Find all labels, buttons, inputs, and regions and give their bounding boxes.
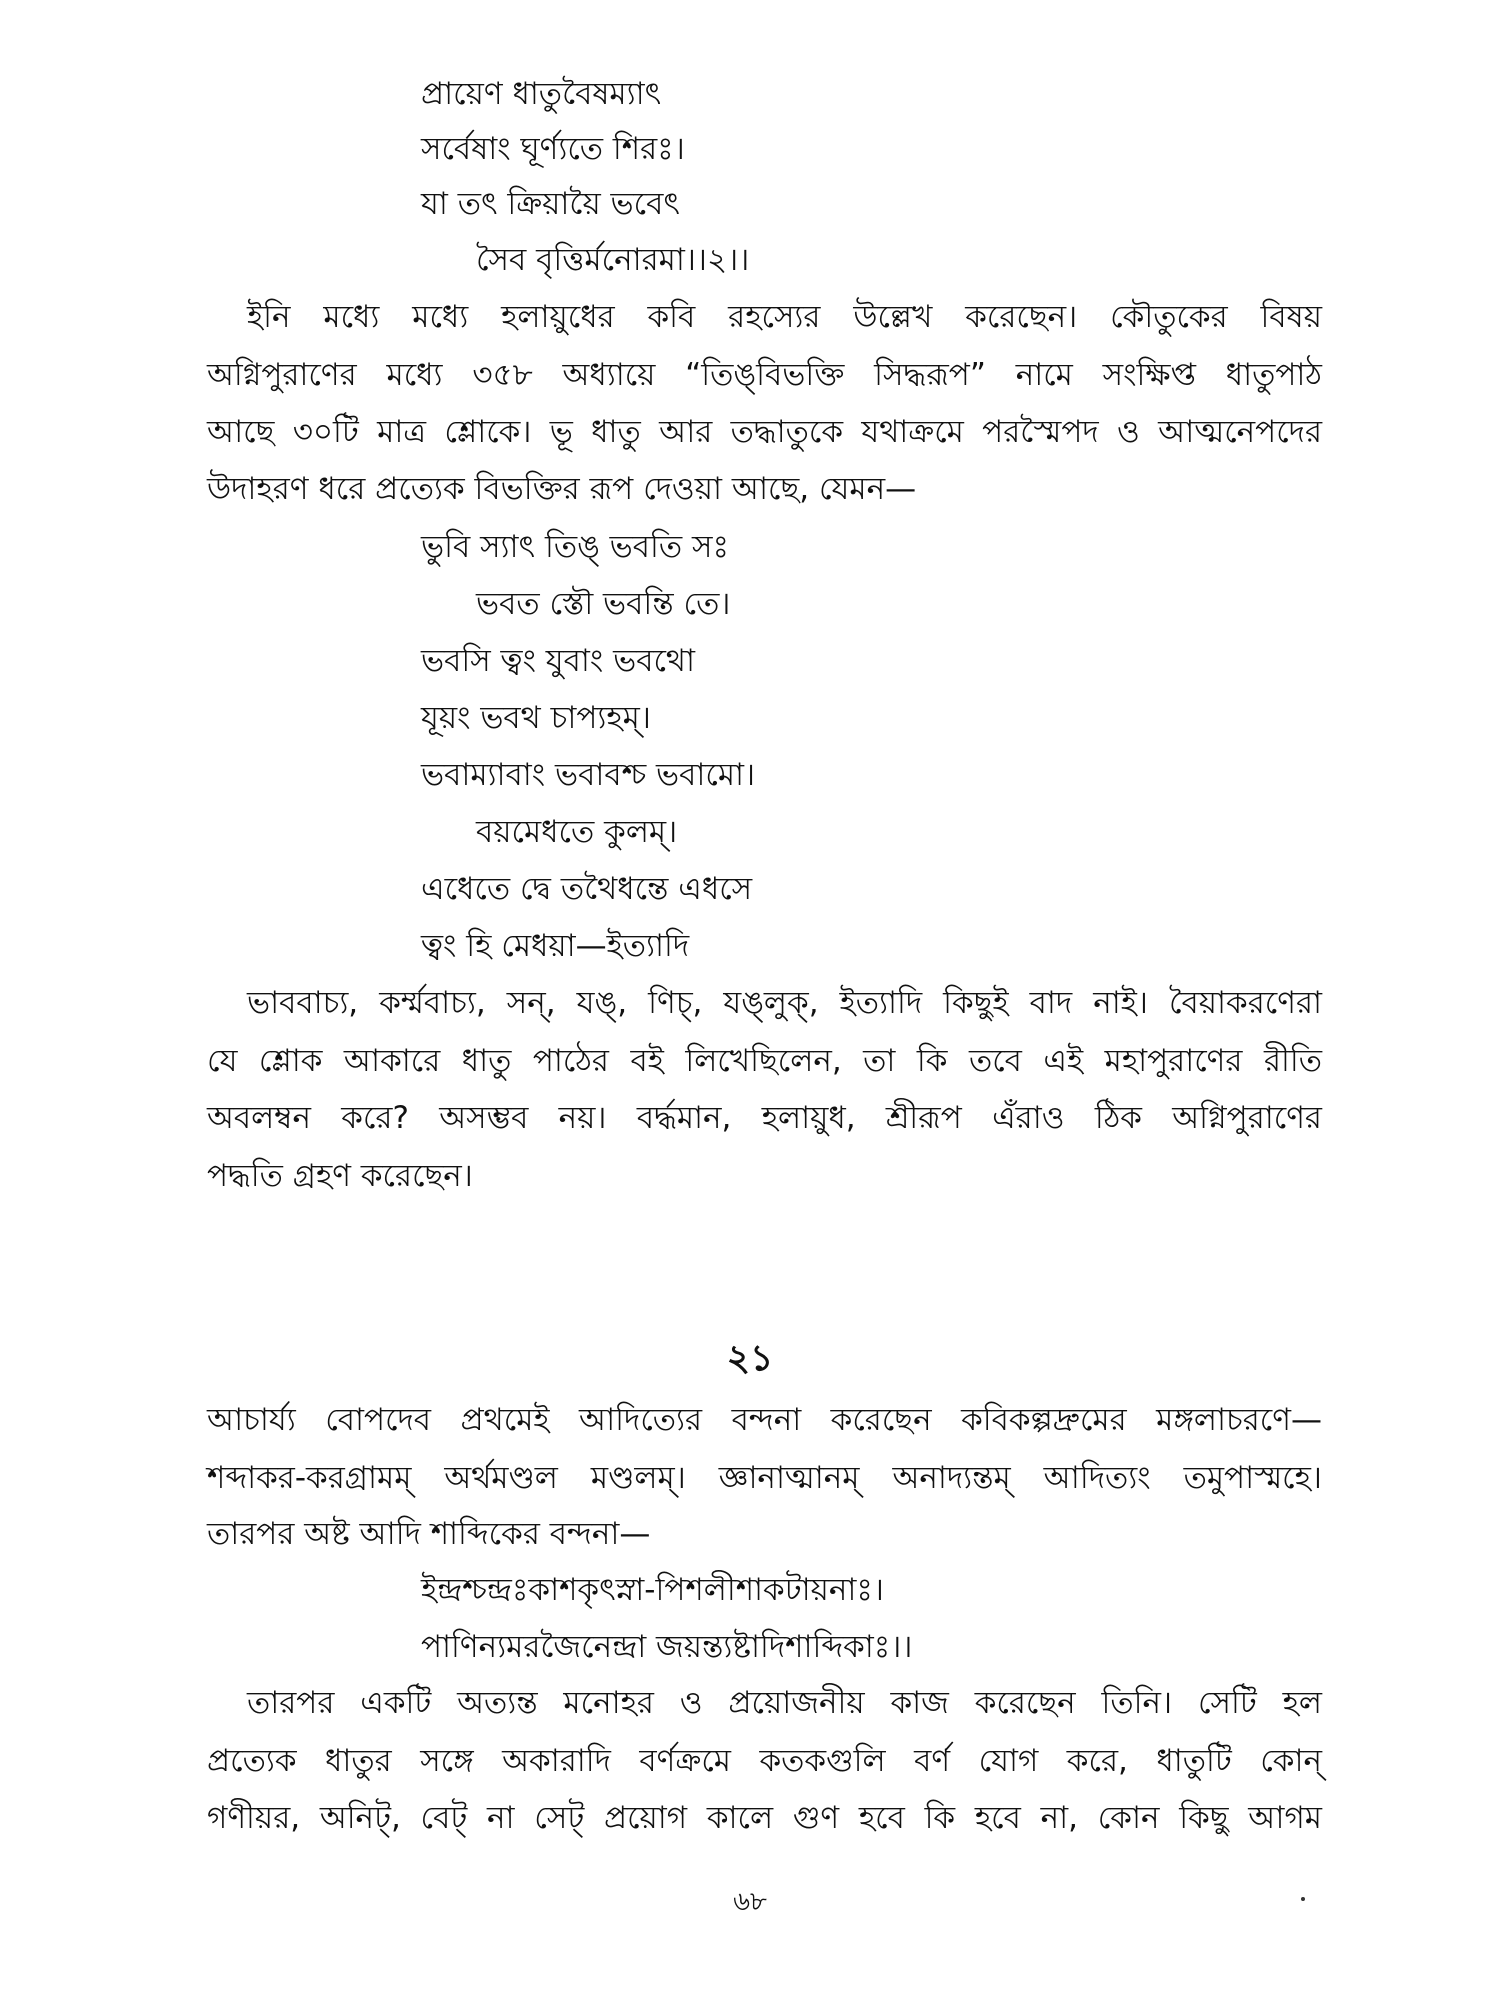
paragraph-line: অগ্নিপুরাণের মধ্যে ৩৫৮ অধ্যায়ে “তিঙ্‌বিভক্তি সিদ্ধরূপ” নামে সংক্ষিপ্ত ধাতুপাঠ: [207, 357, 1322, 393]
verse-line: ইন্দ্রশ্চন্দ্রঃকাশকৃৎস্না-পিশলীশাকটায়নাঃ।: [421, 1572, 884, 1608]
verse-line: ত্বং হি মেধয়া—ইত্যাদি: [421, 928, 690, 964]
paragraph-line: তারপর একটি অত্যন্ত মনোহর ও প্রয়োজনীয় কাজ করেছেন তিনি। সেটি হল: [247, 1685, 1322, 1721]
paragraph-line: আছে ৩০টি মাত্র শ্লোকে। ভূ ধাতু আর তদ্ধাতুকে যথাক্রমে পরস্মৈপদ ও আত্মনেপদের: [207, 414, 1322, 450]
verse-line: সৈব বৃত্তির্মনোরমা।।২।।: [476, 242, 750, 278]
verse-line: ভবত স্তৌ ভবন্তি তে।: [476, 586, 731, 622]
verse-line: ভুবি স্যাৎ তিঙ্ ভবতি সঃ: [421, 529, 730, 565]
verse-line: বয়মেধতে কুলম্।: [476, 814, 678, 850]
paragraph-line: শব্দাকর-করগ্রামম্ অর্থমণ্ডল মণ্ডলম্। জ্ঞানাত্মানম্ অনাদ্যন্তম্ আদিত্যং তমুপাস্মহে।: [207, 1460, 1322, 1496]
paragraph-line: প্রত্যেক ধাতুর সঙ্গে অকারাদি বর্ণক্রমে কতকগুলি বর্ণ যোগ করে, ধাতুটি কোন্: [207, 1743, 1322, 1779]
verse-line: সর্বেষাং ঘূর্ণ্যতে শিরঃ।: [421, 131, 685, 167]
verse-line: ভবসি ত্বং যুবাং ভবথো: [421, 643, 695, 679]
paragraph-line: যে শ্লোক আকারে ধাতু পাঠের বই লিখেছিলেন, তা কি তবে এই মহাপুরাণের রীতি: [207, 1043, 1322, 1079]
paragraph-line: অবলম্বন করে? অসম্ভব নয়। বর্দ্ধমান, হলায়ুধ, শ্রীরূপ এঁরাও ঠিক অগ্নিপুরাণের: [207, 1100, 1322, 1136]
paragraph-line: ভাববাচ্য, কর্ম্মবাচ্য, সন্, যঙ্, ণিচ্, যঙ্‌লুক্, ইত্যাদি কিছুই বাদ নাই। বৈয়াকরণেরা: [247, 985, 1322, 1021]
verse-line: যূয়ং ভবথ চাপ্যহম্।: [421, 700, 651, 736]
verse-line: প্রায়েণ ধাতুবৈষম্যাৎ: [421, 76, 662, 112]
speck-mark: [1301, 1897, 1305, 1901]
paragraph-line: ইনি মধ্যে মধ্যে হলায়ুধের কবি রহস্যের উল্লেখ করেছেন। কৌতুকের বিষয়: [247, 299, 1322, 335]
verse-line: ভবাম্যাবাং ভবাবশ্চ ভবামো।: [421, 757, 756, 793]
paragraph-line: উদাহরণ ধরে প্রত্যেক বিভক্তির রূপ দেওয়া আছে, যেমন—: [207, 471, 917, 507]
section-number: ২১: [726, 1338, 774, 1379]
page-number: ৬৮: [733, 1887, 767, 1917]
paragraph-line: আচার্য্য বোপদেব প্রথমেই আদিত্যের বন্দনা করেছেন কবিকল্পদ্রুমের মঙ্গলাচরণে—: [207, 1402, 1322, 1438]
paragraph-line: তারপর অষ্ট আদি শাব্দিকের বন্দনা—: [207, 1516, 651, 1552]
verse-line: পাণিন্যমরজৈনেন্দ্রা জয়ন্ত্যষ্টাদিশাব্দিকাঃ।।: [421, 1629, 913, 1665]
verse-line: এধেতে দ্বে তথৈধন্তে এধসে: [421, 871, 753, 907]
verse-line: যা তৎ ক্রিয়ায়ৈ ভবেৎ: [421, 186, 680, 222]
paragraph-line: গণীয়র, অনিট্, বেট্ না সেট্ প্রয়োগ কালে গুণ হবে কি হবে না, কোন কিছু আগম: [207, 1800, 1322, 1836]
paragraph-line: পদ্ধতি গ্রহণ করেছেন।: [207, 1158, 473, 1194]
